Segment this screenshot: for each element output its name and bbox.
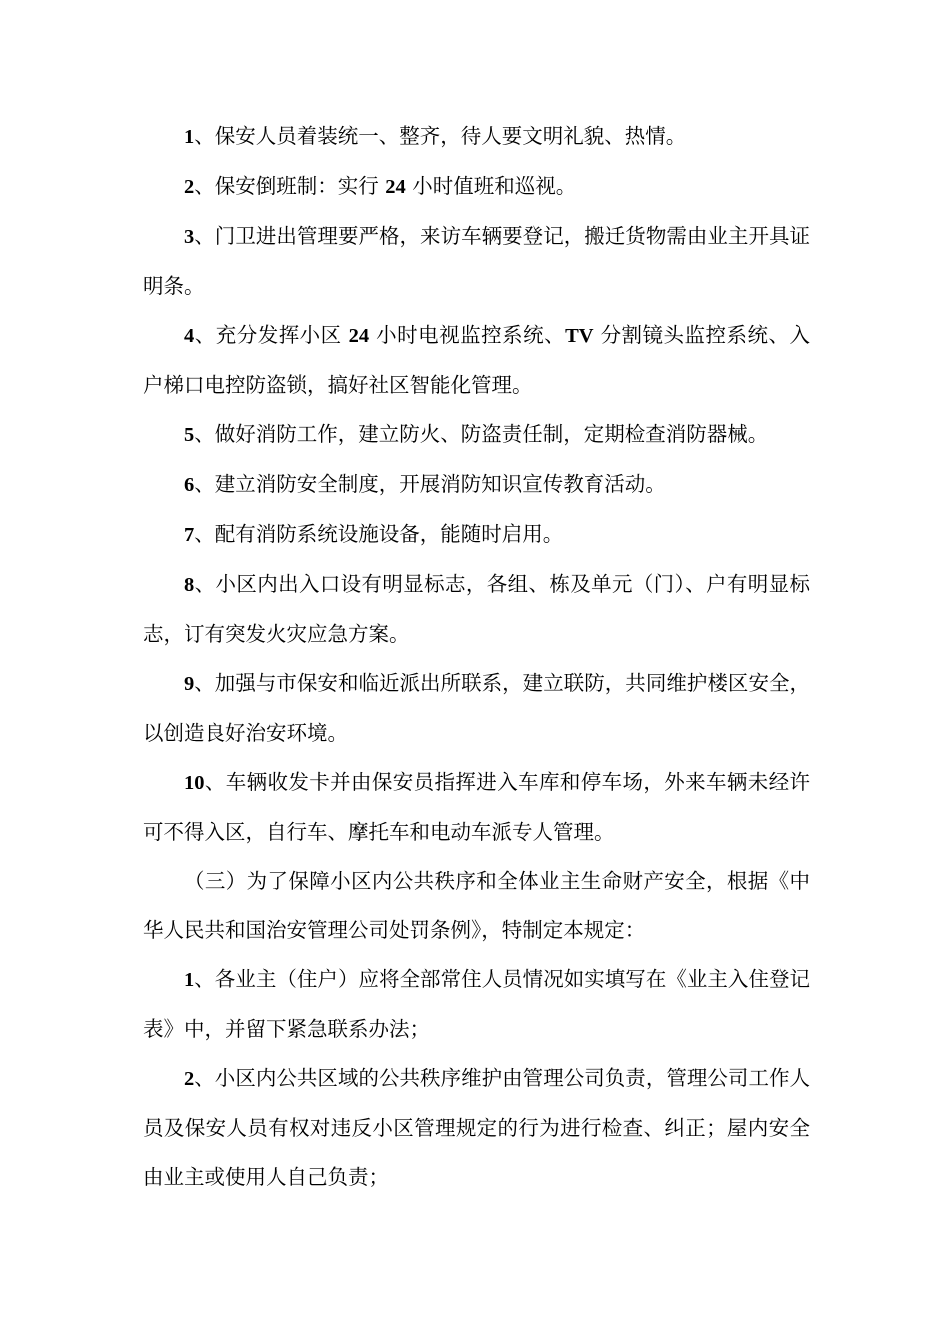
paragraph-item-6 <box>143 460 810 510</box>
item-number: 7 <box>184 524 195 546</box>
paragraph-item-7 <box>143 510 810 560</box>
bold-number: 24 <box>385 176 406 198</box>
paragraph-item-8 <box>143 560 810 659</box>
item-number: 4 <box>184 325 195 347</box>
paragraph-item-1 <box>143 112 810 162</box>
paragraph-text: 小时电视监控系统、 <box>369 323 566 347</box>
paragraph-item-2 <box>143 162 810 212</box>
paragraph-text: 、充分发挥小区 <box>194 323 349 347</box>
item-number: 1 <box>184 126 195 148</box>
document-body <box>143 112 810 1202</box>
item-number: 8 <box>184 574 195 596</box>
paragraph-item-2-section-3 <box>143 1054 810 1202</box>
paragraph-item-4 <box>143 311 810 410</box>
paragraph-text: 、加强与市保安和临近派出所联系，建立联防，共同维护楼区安全，以创造良好治安环境。 <box>143 671 810 745</box>
paragraph-item-9 <box>143 659 810 758</box>
paragraph-item-5 <box>143 410 810 460</box>
paragraph-text: 、保安人员着装统一、整齐，待人要文明礼貌、热情。 <box>194 124 687 148</box>
paragraph-text: 小时值班和巡视。 <box>405 174 577 198</box>
item-number: 2 <box>184 1068 195 1090</box>
bold-number: 24 <box>348 325 370 347</box>
paragraph-text: （三）为了保障小区内公共秩序和全体业主生命财产安全，根据《中华人民共和国治安管理公司处罚条例》，特制定本规定： <box>143 869 810 942</box>
item-number: 9 <box>184 673 195 695</box>
paragraph-text: 、车辆收发卡并由保安员指挥进入车库和停车场，外来车辆未经许可不得入区，自行车、摩托车和电动车派专人管理。 <box>143 770 810 844</box>
paragraph-text: 、建立消防安全制度，开展消防知识宣传教育活动。 <box>194 472 666 496</box>
item-number: 3 <box>184 226 195 248</box>
item-number: 5 <box>184 424 195 446</box>
paragraph-text: 、配有消防系统设施设备，能随时启用。 <box>194 522 564 546</box>
paragraph-text: 、做好消防工作，建立防火、防盗责任制，定期检查消防器械。 <box>194 422 769 446</box>
paragraph-item-10 <box>143 758 810 857</box>
item-number: 10 <box>184 772 205 794</box>
paragraph-item-3 <box>143 212 810 311</box>
paragraph-text: 、小区内公共区域的公共秩序维护由管理公司负责，管理公司工作人员及保安人员有权对违反小区管理规定的行为进行检查、纠正；屋内安全由业主或使用人自己负责； <box>143 1066 810 1189</box>
item-number: 6 <box>184 474 195 496</box>
paragraph-item-1-section-3 <box>143 955 810 1054</box>
item-number: 1 <box>184 969 195 991</box>
paragraph-text: 、各业主（住户）应将全部常住人员情况如实填写在《业主入住登记表》中，并留下紧急联系办法； <box>143 967 810 1041</box>
paragraph-text: 、小区内出入口设有明显标志，各组、栋及单元（门）、户有明显标志，订有突发火灾应急方案。 <box>143 572 810 646</box>
bold-term: TV <box>565 325 594 347</box>
section-heading-paragraph <box>143 857 810 955</box>
item-number: 2 <box>184 176 195 198</box>
paragraph-text: 、门卫进出管理要严格，来访车辆要登记，搬迁货物需由业主开具证明条。 <box>143 224 810 298</box>
paragraph-text: 、保安倒班制：实行 <box>194 174 386 198</box>
paragraph-text: 分割镜头监控系统、入户梯口电控防盗锁，搞好社区智能化管理。 <box>143 323 810 397</box>
